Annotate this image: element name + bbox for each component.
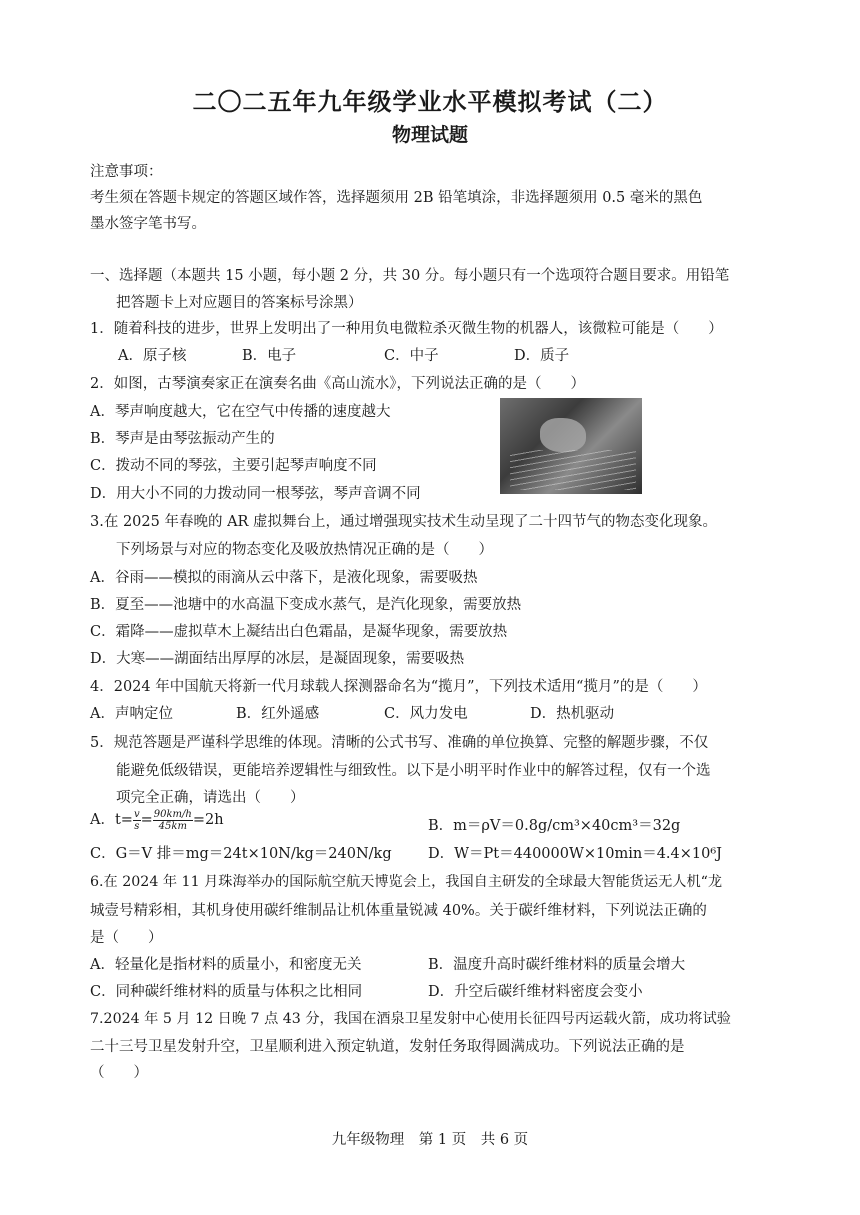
fraction-numerator: 90km/h — [153, 808, 192, 820]
fraction-denominator: 45km — [158, 820, 187, 832]
question-4-option-a: A．声呐定位 — [90, 706, 173, 722]
fraction-v-over-s — [133, 809, 141, 832]
page-footer: 九年级物理 第 1 页 共 6 页 — [331, 1132, 529, 1148]
notice-line-2: 墨水签字笔书写。 — [90, 216, 206, 232]
question-2-option-d: D．用大小不同的力拨动同一根琴弦，琴声音调不同 — [90, 486, 421, 502]
question-6-option-a: A．轻量化是指材料的质量小，和密度无关 — [90, 957, 362, 973]
question-4-stem: 4．2024 年中国航天将新一代月球载人探测器命名为“揽月”，下列技术适用“揽月”的是（ ） — [90, 679, 707, 695]
question-5-option-a-prefix: A．t= — [90, 812, 133, 828]
question-3-option-a: A．谷雨——模拟的雨滴从云中落下，是液化现象，需要吸热 — [90, 570, 478, 586]
question-6-option-c: C．同种碳纤维材料的质量与体积之比相同 — [90, 984, 363, 1000]
question-5-option-d: D．W＝Pt＝440000W×10min＝4.4×10⁶J — [428, 846, 722, 862]
question-7-stem-line-2: 二十三号卫星发射升空，卫星顺利进入预定轨道，发射任务取得圆满成功。下列说法正确的是 — [90, 1039, 685, 1055]
question-2-option-c: C．拨动不同的琴弦，主要引起琴声响度不同 — [90, 458, 377, 474]
question-7-stem-line-1: 7.2024 年 5 月 12 日晚 7 点 43 分，我国在酒泉卫星发射中心使用长征四号丙运载火箭，成功将试验 — [90, 1011, 731, 1027]
question-4-option-b: B．红外遥感 — [236, 706, 320, 722]
question-3-option-b: B．夏至——池塘中的水高温下变成水蒸气，是汽化现象，需要放热 — [90, 597, 522, 613]
question-3-option-d: D．大寒——湖面结出厚厚的冰层，是凝固现象，需要吸热 — [90, 651, 465, 667]
question-5-option-c: C．G＝V 排＝mg＝24t×10N/kg＝240N/kg — [90, 846, 392, 862]
exam-subtitle: 物理试题 — [391, 124, 468, 146]
question-5-option-a: A．t= $\frac{v}{s}$ = $\frac{90km/h}{45km}$ =2h — [90, 808, 224, 832]
question-5-stem-line-1: 5．规范答题是严谨科学思维的体现。清晰的公式书写、准确的单位换算、完整的解题步骤，不仅 — [90, 735, 709, 751]
question-2-option-a: A．琴声响度越大，它在空气中传播的速度越大 — [90, 404, 391, 420]
fraction-v: v — [133, 808, 140, 820]
question-6-stem-line-3: 是（ ） — [90, 930, 163, 946]
guqin-photo-hand — [540, 418, 586, 452]
guqin-photo-strings — [510, 450, 636, 490]
question-3-stem-line-1: 3.在 2025 年春晚的 AR 虚拟舞台上，通过增强现实技术生动呈现了二十四节气的物态变化现象。 — [90, 514, 718, 530]
section-heading-line-1: 一、选择题（本题共 15 小题，每小题 2 分，共 30 分。每小题只有一个选项符合题目要求。用铅笔 — [90, 268, 730, 284]
question-1-option-b: B．电子 — [242, 348, 297, 364]
guqin-photo — [500, 398, 642, 494]
notice-line-1: 考生须在答题卡规定的答题区域作答，选择题须用 2B 铅笔填涂，非选择题须用 0.5 毫米的黑色 — [90, 190, 703, 206]
question-1-option-a: A．原子核 — [118, 348, 187, 364]
question-3-stem-line-2: 下列场景与对应的物态变化及吸放热情况正确的是（ ） — [116, 542, 493, 558]
fraction-s: s — [134, 820, 140, 832]
question-1-option-d: D．质子 — [514, 348, 570, 364]
question-6-option-d: D．升空后碳纤维材料密度会变小 — [428, 984, 643, 1000]
question-5-option-a-result: =2h — [192, 812, 224, 828]
section-heading-line-2: 把答题卡上对应题目的答案标号涂黑） — [116, 295, 363, 311]
question-6-stem-line-1: 6.在 2024 年 11 月珠海举办的国际航空航天博览会上，我国自主研发的全球最大智能货运无人机“龙 — [90, 874, 723, 890]
question-2-option-b: B．琴声是由琴弦振动产生的 — [90, 431, 275, 447]
question-6-stem-line-2: 城壹号精彩相，其机身使用碳纤维制品让机体重量锐减 40%。关于碳纤维材料，下列说法正确的 — [90, 903, 707, 919]
question-1-stem: 1．随着科技的进步，世界上发明出了一种用负电微粒杀灭微生物的机器人，该微粒可能是（ ） — [90, 321, 723, 337]
question-1-option-c: C．中子 — [384, 348, 439, 364]
question-5-stem-line-3: 项完全正确，请选出（ ） — [116, 790, 305, 806]
question-6-option-b: B．温度升高时碳纤维材料的质量会增大 — [428, 957, 686, 973]
question-5-stem-line-2: 能避免低级错误，更能培养逻辑性与细致性。以下是小明平时作业中的解答过程，仅有一个选 — [116, 763, 711, 779]
question-3-option-c: C．霜降——虚拟草木上凝结出白色霜晶，是凝华现象，需要放热 — [90, 624, 508, 640]
question-4-option-d: D．热机驱动 — [530, 706, 615, 722]
exam-title: 二〇二五年九年级学业水平模拟考试（二） — [192, 87, 668, 116]
question-5-option-b: B．m＝ρV＝0.8g/cm³×40cm³＝32g — [428, 818, 681, 834]
question-2-stem: 2．如图，古琴演奏家正在演奏名曲《高山流水》，下列说法正确的是（ ） — [90, 376, 585, 392]
question-4-option-c: C．风力发电 — [384, 706, 468, 722]
notice-heading: 注意事项： — [90, 164, 163, 180]
fraction-speed-over-distance — [153, 809, 193, 832]
question-7-stem-line-3: （ ） — [90, 1065, 148, 1081]
